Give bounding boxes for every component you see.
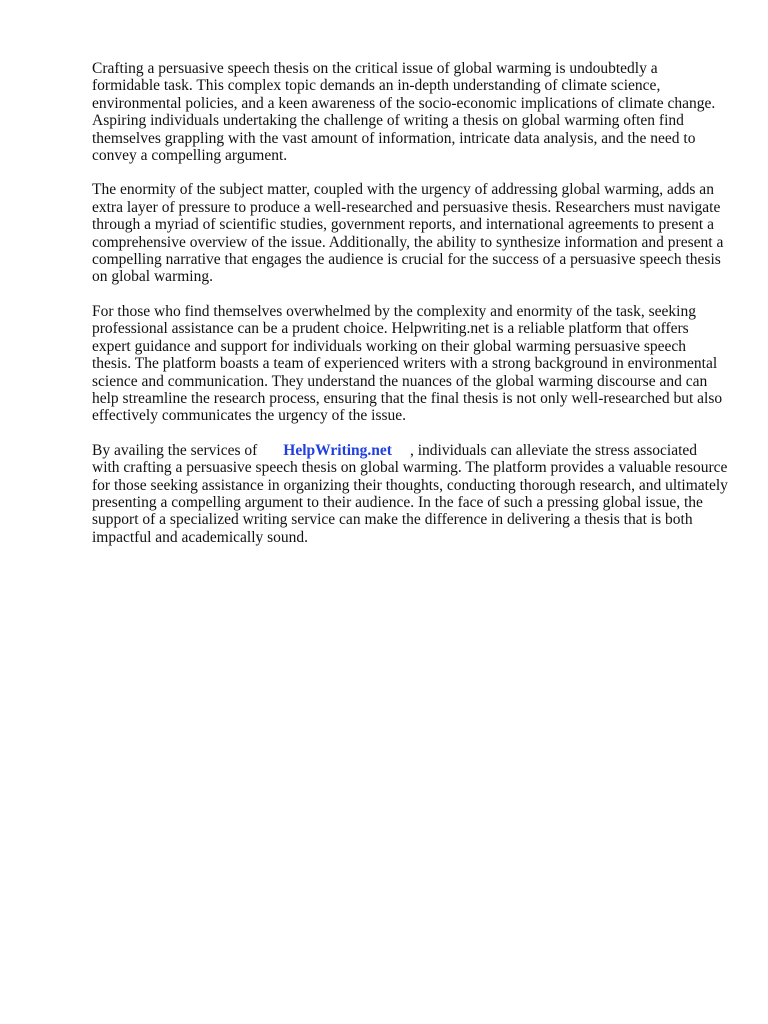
paragraph-conclusion	[92, 442, 728, 546]
conclusion-body-text: , individuals can alleviate the stress associated with crafting a persuasive speech thesis on global warming. The platform provides a valuable resource for those seeking assistance in organizing their thoughts, conducting thorough research, and ultimately presenting a compelling argument to their audience. In the face of such a pressing global issue, the support of a specialized writing service can make the difference in delivering a thesis that is both impactful and academically sound.	[92, 441, 728, 546]
conclusion-lead-text: By availing the services of	[92, 441, 258, 459]
paragraph-intro: Crafting a persuasive speech thesis on the critical issue of global warming is undoubtedly a formidable task. This complex topic demands an in-depth understanding of climate science, environmental policies, and a keen awareness of the socio-economic implications of climate change. Aspiring individuals undertaking the challenge of writing a thesis on global warming often find themselves grappling with the vast amount of information, intricate data analysis, and the need to convey a compelling argument.	[92, 60, 716, 165]
document-body	[92, 60, 728, 563]
helpwriting-link[interactable]: HelpWriting.net	[283, 441, 392, 459]
paragraph-enormity: The enormity of the subject matter, coupled with the urgency of addressing global warming, adds an extra layer of pressure to produce a well-researched and persuasive thesis. Researchers must navigate through a myriad of scientific studies, government reports, and international agreements to present a comprehensive overview of the issue. Additionally, the ability to synthesize information and present a compelling narrative that engages the audience is crucial for the success of a persuasive speech thesis on global warming.	[92, 181, 724, 286]
paragraph-professional-help: For those who find themselves overwhelmed by the complexity and enormity of the task, seeking professional assistance can be a prudent choice. Helpwriting.net is a reliable platform that offers expert guidance and support for individuals working on their global warming persuasive speech thesis. The platform boasts a team of experienced writers with a strong background in environmental science and communication. They understand the nuances of the global warming discourse and can help streamline the research process, ensuring that the final thesis is not only well-researched but also effectively communicates the urgency of the issue.	[92, 302, 723, 425]
